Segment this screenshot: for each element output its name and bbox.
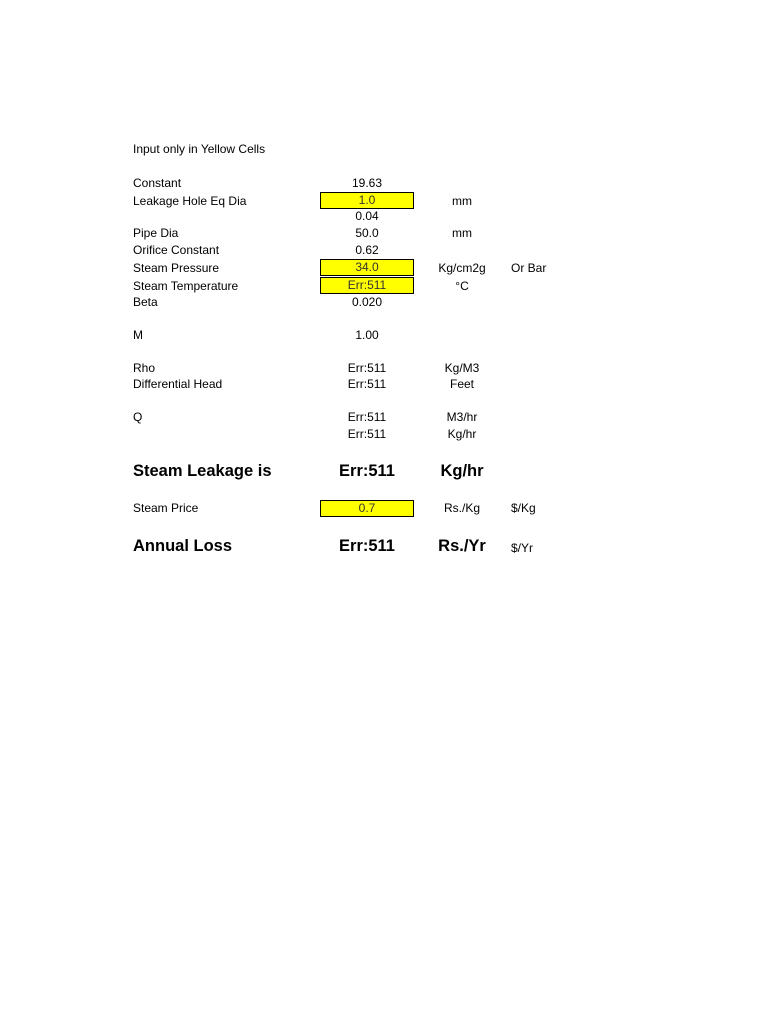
- value-q-mass: Err:511: [347, 427, 387, 441]
- value-pipe-dia: 50.0: [355, 226, 379, 240]
- unit-pipe-dia: mm: [452, 226, 472, 240]
- label-leakage-hole-dia: Leakage Hole Eq Dia: [133, 194, 247, 208]
- label-steam-price: Steam Price: [133, 501, 199, 515]
- label-q: Q: [133, 410, 143, 424]
- label-steam-pressure: Steam Pressure: [133, 261, 220, 275]
- label-rho: Rho: [133, 361, 156, 375]
- extra-annual-loss: $/Yr: [511, 541, 534, 555]
- input-steam-temperature[interactable]: Err:511: [320, 277, 414, 294]
- value-differential-head: Err:511: [347, 377, 387, 391]
- label-m: M: [133, 328, 143, 342]
- value-orifice-constant: 0.62: [355, 243, 379, 257]
- label-annual-loss: Annual Loss: [133, 537, 233, 555]
- label-orifice-constant: Orifice Constant: [133, 243, 220, 257]
- label-pipe-dia: Pipe Dia: [133, 226, 179, 240]
- label-constant: Constant: [133, 176, 182, 190]
- value-leakage-sub: 0.04: [355, 209, 379, 223]
- unit-q-mass: Kg/hr: [447, 427, 477, 441]
- value-beta: 0.020: [351, 295, 383, 309]
- extra-steam-price: $/Kg: [511, 501, 536, 515]
- unit-differential-head: Feet: [449, 377, 474, 391]
- unit-rho: Kg/M3: [444, 361, 480, 375]
- unit-annual-loss: Rs./Yr: [438, 537, 486, 555]
- input-steam-pressure[interactable]: 34.0: [320, 259, 414, 276]
- label-beta: Beta: [133, 295, 158, 309]
- unit-steam-price: Rs./Kg: [443, 501, 480, 515]
- label-steam-temperature: Steam Temperature: [133, 279, 239, 293]
- label-steam-leakage: Steam Leakage is: [133, 462, 272, 480]
- value-m: 1.00: [355, 328, 379, 342]
- value-q: Err:511: [347, 410, 387, 424]
- unit-steam-temperature: °C: [455, 279, 469, 293]
- value-rho: Err:511: [347, 361, 387, 375]
- unit-q: M3/hr: [446, 410, 478, 424]
- instruction-text: Input only in Yellow Cells: [133, 142, 266, 156]
- unit-steam-pressure: Kg/cm2g: [438, 261, 486, 275]
- extra-steam-pressure: Or Bar: [511, 261, 547, 275]
- value-annual-loss: Err:511: [339, 537, 395, 555]
- input-leakage-hole-dia[interactable]: 1.0: [320, 192, 414, 209]
- unit-steam-leakage: Kg/hr: [440, 462, 484, 480]
- unit-leakage-hole-dia: mm: [452, 194, 472, 208]
- label-differential-head: Differential Head: [133, 377, 223, 391]
- value-constant: 19.63: [351, 176, 383, 190]
- value-steam-leakage: Err:511: [339, 462, 395, 480]
- input-steam-price[interactable]: 0.7: [320, 500, 414, 517]
